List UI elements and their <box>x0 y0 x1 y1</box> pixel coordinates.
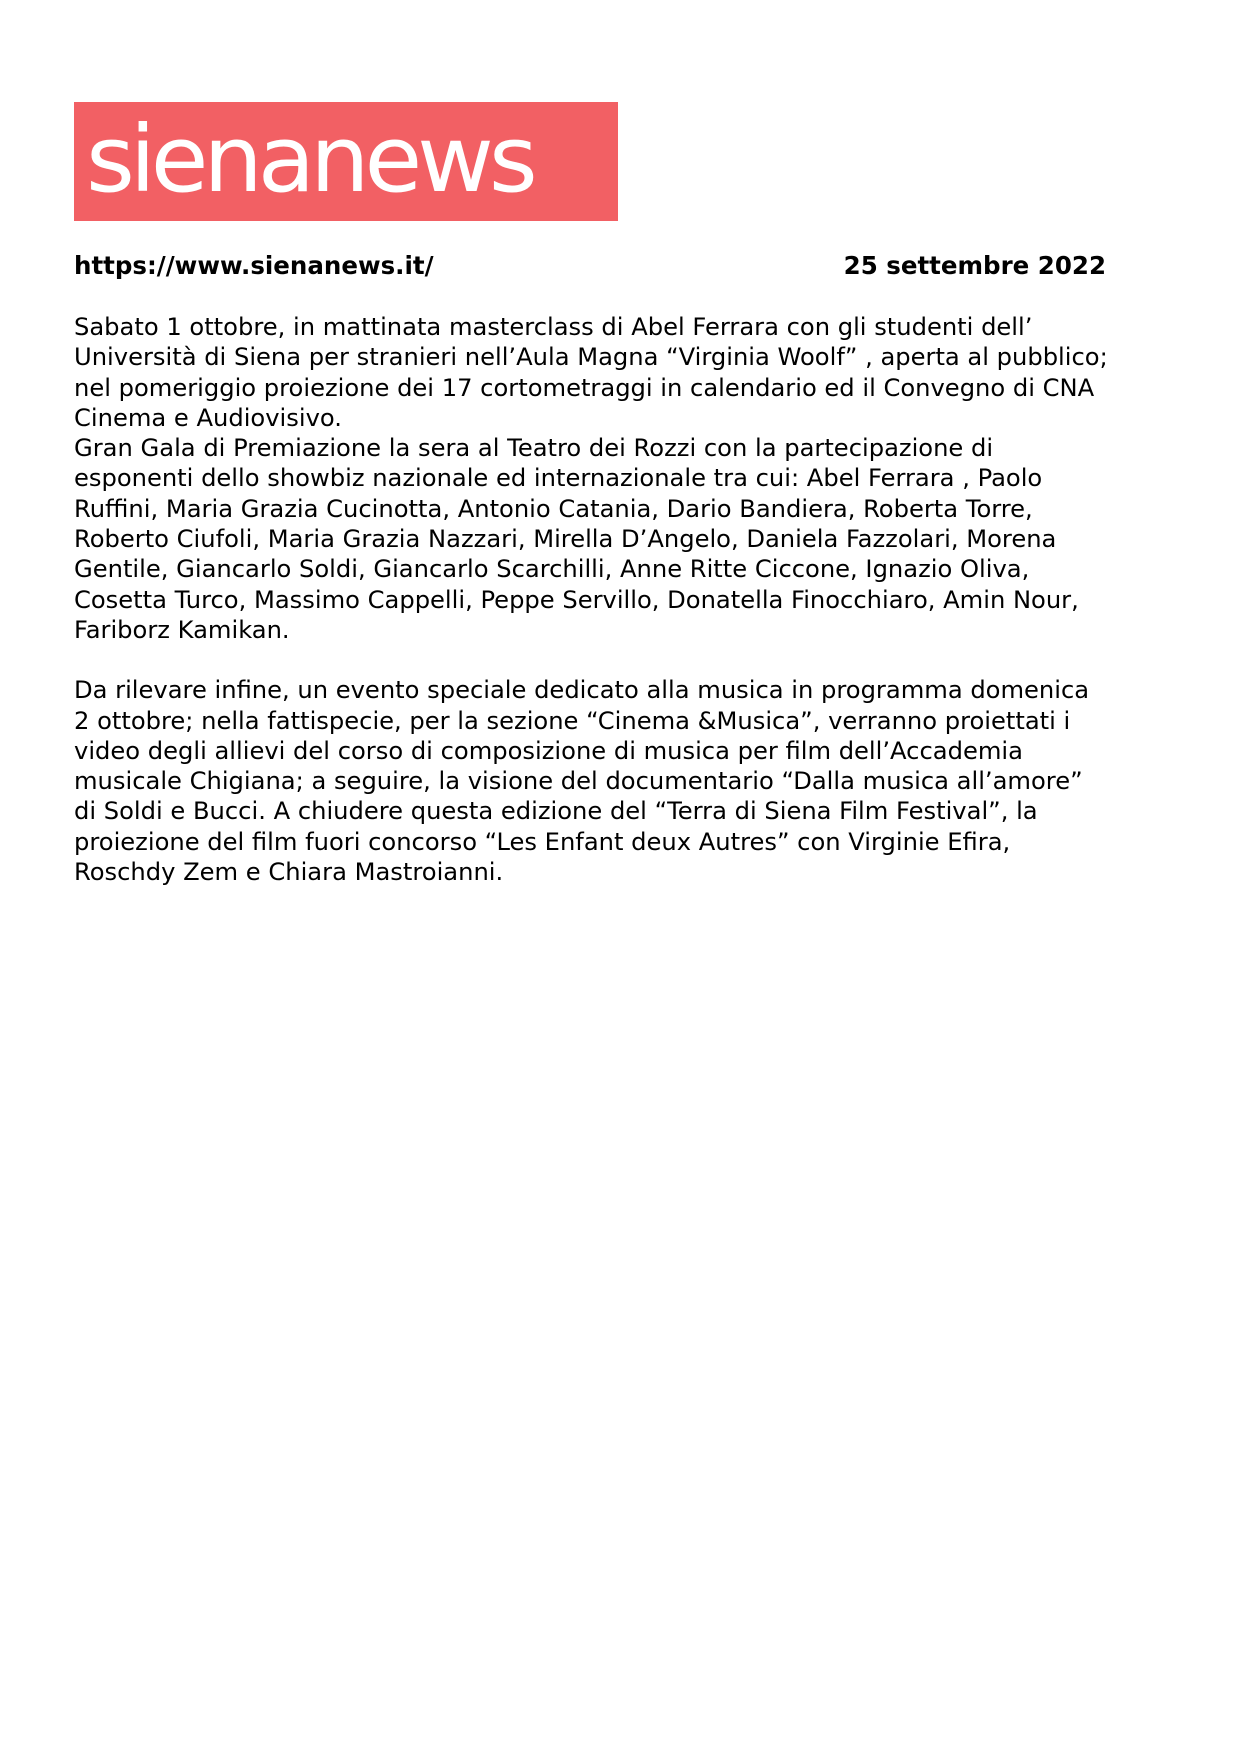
logo-wordmark: sienanews <box>86 105 533 213</box>
source-and-date <box>74 250 1106 282</box>
source-url: https://www.sienanews.it/ <box>74 251 434 280</box>
sienanews-logo <box>74 102 618 221</box>
article-paragraph-2: Gran Gala di Premiazione la sera al Teatro dei Rozzi con la partecipazione di esponenti dello showbiz nazionale ed internazionale tra cui: Abel Ferrara , Paolo Ruffini, Maria Grazia Cucinotta, Antonio Catania, Dario Bandiera, Roberta Torre, Roberto Ciufoli, Maria Grazia Nazzari, Mirella D’Angelo, Daniela Fazzolari, Morena Gentile, Giancarlo Soldi, Giancarlo Scarchilli, Anne Ritte Ciccone, Ignazio Oliva, Cosetta Turco, Massimo Cappelli, Peppe Servillo, Donatella Finocchiaro, Amin Nour, Fariborz Kamikan. <box>74 434 1079 644</box>
article-paragraph-3: Da rilevare infine, un evento speciale dedicato alla musica in programma domenica 2 ottobre; nella fattispecie, per la sezione “Cinema &Musica”, verranno proiettati i video degli allievi del corso di composizione di musica per film dell’Accademia musicale Chigiana; a seguire, la visione del documentario “Dalla musica all’amore” di Soldi e Bucci. A chiudere questa edizione del “Terra di Siena Film Festival”, la proiezione del film fuori concorso “Les Enfant deux Autres” con Virginie Efira, Roschdy Zem e Chiara Mastroianni. <box>74 676 1090 887</box>
article-body <box>74 312 1110 887</box>
publication-date: 25 settembre 2022 <box>843 251 1106 280</box>
article-paragraph-1: Sabato 1 ottobre, in mattinata masterclass di Abel Ferrara con gli studenti dell’ Università di Siena per stranieri nell’Aula Magna “Virginia Woolf” , aperta al pubblico; nel pomeriggio proiezione dei 17 cortometraggi in calendario ed il Convegno di CNA Cinema e Audiovisivo. <box>74 313 1108 432</box>
